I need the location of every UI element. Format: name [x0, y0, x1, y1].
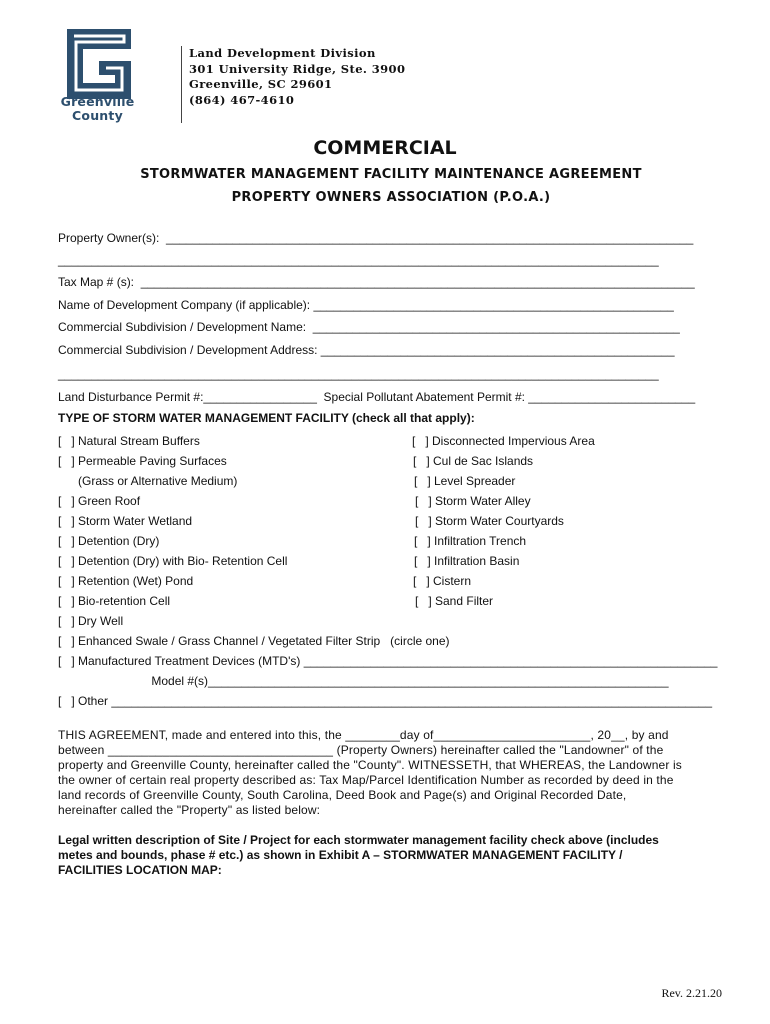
checkbox-enhanced-swale[interactable]: [ ] Enhanced Swale / Grass Channel / Vegetated Filter Strip (circle one)	[58, 634, 450, 648]
address-line2: 301 University Ridge, Ste. 3900	[189, 61, 406, 76]
checkbox-retention-wet-pond[interactable]: [ ] Retention (Wet) Pond	[58, 574, 194, 588]
legal-description-line: FACILITIES LOCATION MAP:	[58, 863, 222, 877]
address-line4: (864) 467-4610	[189, 92, 295, 107]
checkbox-bio-retention-cell[interactable]: [ ] Bio-retention Cell	[58, 594, 171, 608]
document-subtitle-1: STORMWATER MANAGEMENT FACILITY MAINTENANCE AGREEMENT	[140, 167, 642, 182]
legal-description-line: metes and bounds, phase # etc.) as shown in Exhibit A – STORMWATER MANAGEMENT FACILITY /	[58, 848, 623, 862]
checkbox-storm-water-alley[interactable]: [ ] Storm Water Alley	[415, 494, 531, 508]
checkbox-detention-bio-retention[interactable]: [ ] Detention (Dry) with Bio- Retention Cell	[58, 554, 288, 568]
agreement-line: THIS AGREEMENT, made and entered into this, the ________day of_______________________, 20__, by and	[58, 728, 669, 742]
checkbox-infiltration-trench[interactable]: [ ] Infiltration Trench	[414, 534, 527, 548]
checkbox-infiltration-basin[interactable]: [ ] Infiltration Basin	[414, 554, 520, 568]
checkbox-cul-de-sac-islands[interactable]: [ ] Cul de Sac Islands	[413, 454, 534, 468]
checkbox-other[interactable]: [ ] Other __________________________________________________________________________________________	[58, 694, 712, 708]
agreement-line: land records of Greenville County, South Carolina, Deed Book and Page(s) and Original Recorded Date,	[58, 788, 627, 802]
checkbox-level-spreader[interactable]: [ ] Level Spreader	[414, 474, 516, 488]
logo-wordmark	[50, 95, 145, 123]
agreement-paragraph	[58, 728, 728, 818]
address-line3: Greenville, SC 29601	[189, 77, 333, 91]
agreement-line: between _________________________________ (Property Owners) hereinafter called the "Landowner" of the	[58, 743, 664, 757]
legal-description-line: Legal written description of Site / Project for each stormwater management facility check above (includes	[58, 833, 659, 847]
agreement-line: the owner of certain real property described as: Tax Map/Parcel Identification Number as recorded by deed in the	[58, 773, 674, 787]
checkbox-storm-water-courtyards[interactable]: [ ] Storm Water Courtyards	[415, 514, 564, 528]
checkbox-dry-well[interactable]: [ ] Dry Well	[58, 614, 124, 628]
checkbox-cistern[interactable]: [ ] Cistern	[413, 574, 472, 588]
model-number-field[interactable]: Model #(s)_____________________________________________________________________	[58, 674, 669, 688]
agreement-line: property and Greenville County, hereinafter called the "County". WITNESSETH, that WHEREAS, the Landowner is	[58, 758, 682, 772]
address-line1: Land Development Division	[189, 46, 376, 60]
subdivision-address-field[interactable]: Commercial Subdivision / Development Address: _____________________________________________________	[58, 343, 675, 357]
checkbox-storm-water-wetland[interactable]: [ ] Storm Water Wetland	[58, 514, 193, 528]
development-company-field[interactable]: Name of Development Company (if applicable): ______________________________________________________	[58, 298, 674, 312]
checkbox-permeable-paving[interactable]: [ ] Permeable Paving Surfaces	[58, 454, 227, 468]
checkbox-natural-stream-buffers[interactable]: [ ] Natural Stream Buffers	[58, 434, 200, 448]
checkbox-sand-filter[interactable]: [ ] Sand Filter	[415, 594, 494, 608]
page-title: COMMERCIAL	[313, 137, 457, 159]
checkbox-green-roof[interactable]: [ ] Green Roof	[58, 494, 141, 508]
subdivision-name-field[interactable]: Commercial Subdivision / Development Name: _______________________________________________________	[58, 320, 680, 334]
tax-map-field[interactable]: Tax Map # (s): ___________________________________________________________________________________	[58, 275, 695, 289]
legal-description-heading	[58, 833, 659, 878]
logo-text-line2: County	[72, 108, 123, 123]
agreement-line: hereinafter called the "Property" as listed below:	[58, 803, 321, 817]
checkbox-disconnected-impervious-area[interactable]: [ ] Disconnected Impervious Area	[412, 434, 595, 448]
header-divider	[181, 46, 182, 123]
permeable-paving-note: (Grass or Alternative Medium)	[58, 474, 238, 488]
property-owner-field[interactable]: Property Owner(s): _______________________________________________________________________________	[58, 231, 694, 245]
subdivision-address-field-cont[interactable]: __________________________________________________________________________________________	[58, 367, 659, 381]
revision-label: Rev. 2.21.20	[661, 986, 722, 1000]
facility-type-heading: TYPE OF STORM WATER MANAGEMENT FACILITY (check all that apply):	[58, 411, 475, 425]
permit-fields[interactable]: Land Disturbance Permit #:_________________ Special Pollutant Abatement Permit #: _________________________	[58, 390, 696, 404]
property-owner-field-cont[interactable]: __________________________________________________________________________________________	[58, 253, 659, 267]
address-block	[189, 46, 405, 108]
document-subtitle-2: PROPERTY OWNERS ASSOCIATION (P.O.A.)	[231, 190, 551, 205]
checkbox-detention-dry[interactable]: [ ] Detention (Dry)	[58, 534, 160, 548]
checkbox-manufactured-treatment-devices[interactable]: [ ] Manufactured Treatment Devices (MTD's) ______________________________________________________________	[58, 654, 718, 668]
logo-text-line1: Greenville	[60, 94, 135, 109]
